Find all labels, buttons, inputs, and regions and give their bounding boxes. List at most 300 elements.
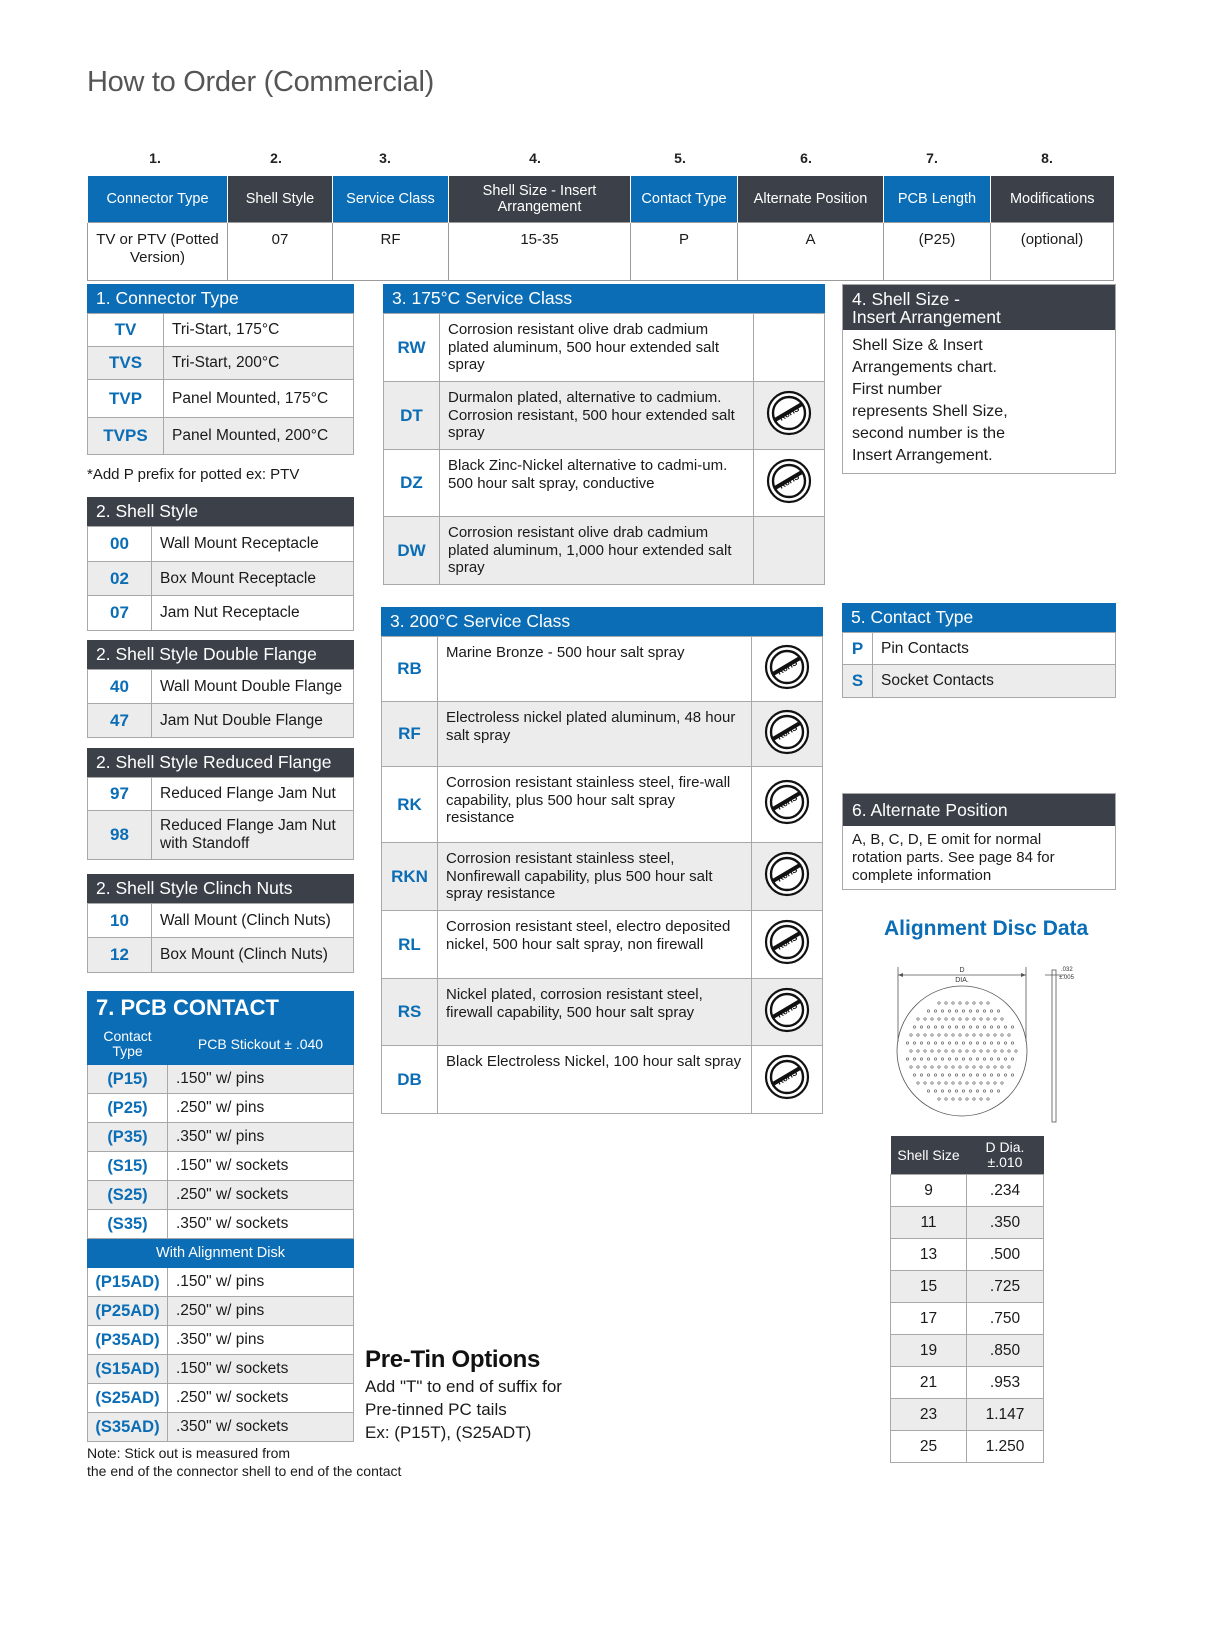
disc-hole (990, 1074, 992, 1076)
rohs-icon (764, 709, 810, 755)
alt-position-line: complete information (852, 867, 992, 884)
service-class-row (382, 843, 823, 911)
shell-size-line: Insert Arrangement. (852, 447, 993, 464)
disc-diameter: .234 (967, 1175, 1044, 1207)
rohs-label: RoHS (775, 1000, 799, 1020)
service-class-row (382, 911, 823, 979)
disc-hole (966, 1098, 968, 1100)
disc-hole (1008, 1034, 1010, 1036)
disc-hole (910, 1034, 912, 1036)
connector-code: TV (88, 314, 164, 347)
disc-hole (941, 1090, 943, 1092)
order-value: TV or PTV (Potted Version) (88, 223, 228, 281)
connector-desc: Panel Mounted, 175°C (164, 380, 354, 418)
disc-hole (1001, 1034, 1003, 1036)
dim-label-tolerance: ±.005 (1059, 975, 1074, 981)
shell-style-title: 2. Shell Style (87, 497, 354, 526)
disc-hole (913, 1074, 915, 1076)
how-to-order-table (87, 176, 1114, 281)
disc-hole (945, 1050, 947, 1052)
disc-hole (924, 1082, 926, 1084)
service-code: RS (382, 979, 438, 1046)
disc-hole (959, 1050, 961, 1052)
pcb-desc: .350" w/ pins (168, 1326, 354, 1355)
disc-diameter: .750 (967, 1303, 1044, 1335)
step-number: 1. (149, 150, 161, 166)
disc-hole (973, 1018, 975, 1020)
disc-hole (990, 1010, 992, 1012)
disc-hole (931, 1034, 933, 1036)
disc-shell-size: 25 (891, 1431, 967, 1463)
pcb-code: (P35AD) (88, 1326, 168, 1355)
service-class-row (382, 1046, 823, 1114)
disc-hole (994, 1066, 996, 1068)
rohs-cell (752, 979, 823, 1046)
shell-style-reduced-title: 2. Shell Style Reduced Flange (87, 748, 354, 777)
disc-hole (917, 1082, 919, 1084)
rohs-label: RoHS (775, 722, 799, 742)
rohs-label: RoHS (775, 793, 799, 813)
disc-hole (973, 1066, 975, 1068)
service-desc: Black Zinc-Nickel alternative to cadmi-um. 500 hour salt spray, conductive (440, 450, 754, 517)
dim-label-d: D (959, 967, 965, 974)
disc-hole (917, 1050, 919, 1052)
disc-col-header: D Dia. ±.010 (967, 1136, 1044, 1175)
disc-hole (913, 1058, 915, 1060)
pcb-code: (P25AD) (88, 1297, 168, 1326)
pcb-note (87, 1444, 401, 1480)
disc-hole (1008, 1066, 1010, 1068)
shell-size-text (843, 330, 1115, 473)
disc-hole (924, 1034, 926, 1036)
alt-position-box (842, 793, 1116, 890)
disc-hole (966, 1002, 968, 1004)
disc-hole (934, 1042, 936, 1044)
pcb-col-header: Contact Type (88, 1024, 168, 1065)
disc-hole (994, 1050, 996, 1052)
disc-hole (969, 1074, 971, 1076)
pretin-title: Pre-Tin Options (365, 1346, 541, 1373)
service-desc: Corrosion resistant olive drab cadmium plated aluminum, 1,000 hour extended salt spray (440, 517, 754, 585)
disc-hole (1001, 1018, 1003, 1020)
rohs-label: RoHS (777, 404, 801, 424)
rohs-icon (764, 644, 810, 690)
rohs-label: RoHS (775, 657, 799, 677)
disc-hole (976, 1042, 978, 1044)
disc-hole (927, 1010, 929, 1012)
disc-hole (917, 1034, 919, 1036)
order-value: 07 (228, 223, 333, 281)
disc-hole (934, 1074, 936, 1076)
disc-hole (934, 1058, 936, 1060)
disc-hole (983, 1042, 985, 1044)
pcb-code: (S35) (88, 1210, 168, 1239)
disc-hole (931, 1050, 933, 1052)
disc-diameter: .850 (967, 1335, 1044, 1367)
disc-hole (997, 1042, 999, 1044)
disc-hole (955, 1026, 957, 1028)
disc-hole (966, 1066, 968, 1068)
disc-hole (976, 1010, 978, 1012)
service-desc: Electroless nickel plated aluminum, 48 hour salt spray (438, 702, 752, 767)
pcb-desc: .350" w/ sockets (168, 1413, 354, 1442)
pcb-desc: .250" w/ sockets (168, 1384, 354, 1413)
order-header: Shell Size - Insert Arrangement (449, 176, 631, 223)
disc-hole (906, 1058, 908, 1060)
disc-hole (941, 1074, 943, 1076)
rohs-cell (752, 637, 823, 702)
disc-edge-view (1052, 970, 1056, 1122)
disc-hole (990, 1090, 992, 1092)
disc-hole (973, 1082, 975, 1084)
connector-type-title: 1. Connector Type (87, 284, 354, 313)
disc-shell-size: 19 (891, 1335, 967, 1367)
disc-diameter: .500 (967, 1239, 1044, 1271)
disc-hole (1004, 1074, 1006, 1076)
disc-hole (966, 1082, 968, 1084)
service-code: DZ (384, 450, 440, 517)
pretin-line: Add "T" to end of suffix for (365, 1377, 562, 1396)
disc-hole (927, 1058, 929, 1060)
disc-hole (931, 1018, 933, 1020)
step-number: 3. (379, 150, 391, 166)
rohs-label: RoHS (775, 933, 799, 953)
disc-hole (1008, 1050, 1010, 1052)
disc-hole (1011, 1042, 1013, 1044)
rohs-icon (764, 851, 810, 897)
shell-style-code: 10 (88, 904, 152, 938)
pretin-line: Ex: (P15T), (S25ADT) (365, 1423, 532, 1442)
shell-size-title-line: 4. Shell Size - (852, 289, 960, 309)
service-desc: Corrosion resistant steel, electro deposited nickel, 500 hour salt spray, non firewall (438, 911, 752, 979)
disc-hole (931, 1082, 933, 1084)
disc-hole (959, 1034, 961, 1036)
order-value: (optional) (991, 223, 1114, 281)
service-desc: Durmalon plated, alternative to cadmium. Corrosion resistant, 500 hour extended salt spray (440, 382, 754, 450)
dim-arrow (898, 973, 903, 977)
potted-note: *Add P prefix for potted ex: PTV (87, 466, 300, 483)
order-value: RF (333, 223, 449, 281)
disc-hole (997, 1010, 999, 1012)
disc-hole (920, 1074, 922, 1076)
service-code: RK (382, 767, 438, 843)
disc-hole (955, 1058, 957, 1060)
disc-hole (938, 1018, 940, 1020)
pcb-desc: .250" w/ sockets (168, 1181, 354, 1210)
disc-hole (920, 1058, 922, 1060)
alt-position-text (843, 826, 1115, 889)
disc-diameter: .725 (967, 1271, 1044, 1303)
disc-hole (952, 1082, 954, 1084)
service-class-row (382, 702, 823, 767)
disc-hole (924, 1050, 926, 1052)
disc-hole (962, 1074, 964, 1076)
disc-hole (962, 1026, 964, 1028)
shell-style-clinch-title: 2. Shell Style Clinch Nuts (87, 874, 354, 903)
order-header: Modifications (991, 176, 1114, 223)
dim-label-thickness: .032 (1061, 967, 1073, 973)
disc-hole (980, 1082, 982, 1084)
disc-hole (1011, 1026, 1013, 1028)
disc-hole (952, 1034, 954, 1036)
contact-type-title: 5. Contact Type (842, 603, 1116, 632)
disc-hole (962, 1042, 964, 1044)
disc-hole (1011, 1074, 1013, 1076)
shell-style-code: 47 (88, 704, 152, 738)
disc-hole (994, 1018, 996, 1020)
service-class-row (384, 517, 825, 585)
service-code: RF (382, 702, 438, 767)
alt-position-line: A, B, C, D, E omit for normal (852, 831, 1042, 848)
rohs-icon (764, 919, 810, 965)
service-class-row (382, 979, 823, 1046)
disc-hole (990, 1042, 992, 1044)
disc-hole (959, 1018, 961, 1020)
shell-style-code: 40 (88, 670, 152, 704)
disc-hole (948, 1058, 950, 1060)
shell-style-desc: Box Mount (Clinch Nuts) (152, 938, 354, 973)
disc-hole (997, 1074, 999, 1076)
connector-code: TVP (88, 380, 164, 418)
disc-hole (955, 1010, 957, 1012)
pcb-note-line: the end of the connector shell to end of the contact (87, 1463, 402, 1479)
disc-hole (913, 1042, 915, 1044)
rohs-icon (764, 1054, 810, 1100)
disc-hole (976, 1074, 978, 1076)
disc-hole (973, 1098, 975, 1100)
disc-row (891, 1271, 1044, 1303)
disc-hole (927, 1074, 929, 1076)
disc-hole (987, 1002, 989, 1004)
shell-style-desc: Box Mount Receptacle (152, 562, 354, 596)
disc-hole (969, 1042, 971, 1044)
disc-row (891, 1399, 1044, 1431)
disc-shell-size: 23 (891, 1399, 967, 1431)
disc-diameter: 1.250 (967, 1431, 1044, 1463)
service-desc: Corrosion resistant stainless steel, Nonfirewall capability, plus 500 hour salt spray resistance (438, 843, 752, 911)
disc-hole (969, 1010, 971, 1012)
disc-hole (983, 1058, 985, 1060)
shell-style-code: 98 (88, 811, 152, 860)
disc-hole (973, 1034, 975, 1036)
pcb-desc: .150" w/ pins (168, 1268, 354, 1297)
pcb-contact-title: 7. PCB CONTACT (87, 991, 354, 1023)
disc-hole (945, 1098, 947, 1100)
rohs-cell (754, 517, 825, 585)
disc-hole (990, 1026, 992, 1028)
shell-size-title-line: Insert Arrangement (852, 307, 1001, 327)
disc-hole (980, 1018, 982, 1020)
connector-code: TVS (88, 347, 164, 380)
pcb-code: (S15AD) (88, 1355, 168, 1384)
service-desc: Black Electroless Nickel, 100 hour salt spray (438, 1046, 752, 1114)
disc-shell-size: 13 (891, 1239, 967, 1271)
shell-size-line: First number (852, 381, 942, 398)
pcb-desc: .150" w/ sockets (168, 1152, 354, 1181)
service-code: DT (384, 382, 440, 450)
shell-style-code: 12 (88, 938, 152, 973)
disc-hole (938, 1002, 940, 1004)
disc-hole (941, 1010, 943, 1012)
disc-shell-size: 15 (891, 1271, 967, 1303)
service-class-row (384, 314, 825, 382)
service-200-box (381, 607, 823, 1114)
pretin-line: Pre-tinned PC tails (365, 1400, 507, 1419)
service-desc: Corrosion resistant olive drab cadmium plated aluminum, 500 hour extended salt spray (440, 314, 754, 382)
disc-hole (980, 1098, 982, 1100)
disc-hole (924, 1066, 926, 1068)
service-class-row (384, 382, 825, 450)
disc-hole (966, 1034, 968, 1036)
disc-hole (994, 1034, 996, 1036)
pcb-code: (P15AD) (88, 1268, 168, 1297)
shell-style-desc: Wall Mount Double Flange (152, 670, 354, 704)
shell-style-desc: Jam Nut Receptacle (152, 596, 354, 631)
disc-hole (920, 1042, 922, 1044)
disc-diameter: .953 (967, 1367, 1044, 1399)
disc-hole (1004, 1058, 1006, 1060)
disc-row (891, 1431, 1044, 1463)
disc-hole (980, 1050, 982, 1052)
service-175-title: 3. 175°C Service Class (383, 284, 825, 313)
disc-hole (917, 1018, 919, 1020)
disc-hole (955, 1074, 957, 1076)
service-class-row (384, 450, 825, 517)
disc-hole (962, 1010, 964, 1012)
pcb-col-header: PCB Stickout ± .040 (168, 1024, 354, 1065)
step-number: 6. (800, 150, 812, 166)
disc-hole (1011, 1058, 1013, 1060)
disc-hole (1015, 1050, 1017, 1052)
pcb-desc: .250" w/ pins (168, 1094, 354, 1123)
disc-hole (997, 1058, 999, 1060)
connector-desc: Panel Mounted, 200°C (164, 418, 354, 455)
pcb-desc: .150" w/ pins (168, 1065, 354, 1094)
rohs-cell (754, 314, 825, 382)
disc-hole (931, 1066, 933, 1068)
alt-position-title: 6. Alternate Position (843, 794, 1115, 826)
shell-style-desc: Wall Mount (Clinch Nuts) (152, 904, 354, 938)
disc-hole (969, 1026, 971, 1028)
disc-hole (997, 1026, 999, 1028)
disc-row (891, 1175, 1044, 1207)
disc-hole (959, 1066, 961, 1068)
disc-hole (976, 1026, 978, 1028)
disc-hole (945, 1018, 947, 1020)
service-200-title: 3. 200°C Service Class (381, 607, 823, 636)
connector-desc: Tri-Start, 175°C (164, 314, 354, 347)
step-number: 7. (926, 150, 938, 166)
disc-hole (1001, 1066, 1003, 1068)
service-desc: Nickel plated, corrosion resistant steel, firewall capability, 500 hour salt spray (438, 979, 752, 1046)
pcb-note-line: Note: Stick out is measured from (87, 1445, 291, 1461)
shell-style-code: 00 (88, 527, 152, 562)
disc-hole (948, 1042, 950, 1044)
disc-hole (945, 1066, 947, 1068)
disc-hole (910, 1066, 912, 1068)
disc-hole (994, 1082, 996, 1084)
disc-hole (983, 1010, 985, 1012)
rohs-cell (754, 450, 825, 517)
service-desc: Marine Bronze - 500 hour salt spray (438, 637, 752, 702)
contact-desc: Socket Contacts (873, 665, 1116, 698)
dim-label-dia: DIA. (955, 977, 969, 984)
disc-hole (980, 1002, 982, 1004)
order-header: Connector Type (88, 176, 228, 223)
rohs-icon (766, 390, 812, 436)
rohs-icon (764, 987, 810, 1033)
service-desc: Corrosion resistant stainless steel, fire-wall capability, plus 500 hour salt spray resistance (438, 767, 752, 843)
rohs-cell (752, 911, 823, 979)
shell-style-code: 02 (88, 562, 152, 596)
service-code: RW (384, 314, 440, 382)
disc-hole (945, 1034, 947, 1036)
shell-size-line: represents Shell Size, (852, 403, 1008, 420)
disc-hole (934, 1026, 936, 1028)
disc-hole (924, 1018, 926, 1020)
rohs-label: RoHS (775, 1068, 799, 1088)
order-header: Contact Type (631, 176, 738, 223)
disc-hole (948, 1026, 950, 1028)
shell-style-code: 07 (88, 596, 152, 631)
disc-hole (987, 1082, 989, 1084)
pcb-subheader: With Alignment Disk (88, 1239, 354, 1268)
disc-hole (1001, 1050, 1003, 1052)
service-code: RL (382, 911, 438, 979)
shell-style-desc: Reduced Flange Jam Nut with Standoff (152, 811, 354, 860)
disc-hole (966, 1050, 968, 1052)
disc-hole (962, 1090, 964, 1092)
shell-style-double-title: 2. Shell Style Double Flange (87, 640, 354, 669)
rohs-cell (752, 702, 823, 767)
disc-hole (948, 1010, 950, 1012)
disc-hole (927, 1042, 929, 1044)
disc-shell-size: 11 (891, 1207, 967, 1239)
disc-hole (948, 1074, 950, 1076)
contact-code: P (843, 633, 873, 665)
contact-type-box (842, 603, 1116, 698)
disc-hole (990, 1058, 992, 1060)
disc-hole (945, 1002, 947, 1004)
disc-hole (920, 1026, 922, 1028)
shell-style-desc: Jam Nut Double Flange (152, 704, 354, 738)
disc-hole (959, 1002, 961, 1004)
step-number: 8. (1041, 150, 1053, 166)
service-code: RB (382, 637, 438, 702)
disc-hole (987, 1098, 989, 1100)
disc-hole (959, 1098, 961, 1100)
alignment-disc-title: Alignment Disc Data (884, 917, 1089, 940)
disc-hole (955, 1042, 957, 1044)
disc-hole (927, 1026, 929, 1028)
disc-hole (938, 1050, 940, 1052)
rohs-icon (766, 458, 812, 504)
shell-style-desc: Wall Mount Receptacle (152, 527, 354, 562)
disc-hole (973, 1002, 975, 1004)
alt-position-line: rotation parts. See page 84 for (852, 849, 1055, 866)
disc-row (891, 1239, 1044, 1271)
service-code: RKN (382, 843, 438, 911)
disc-hole (980, 1034, 982, 1036)
disc-hole (980, 1066, 982, 1068)
disc-hole (987, 1066, 989, 1068)
order-value: A (738, 223, 884, 281)
contact-desc: Pin Contacts (873, 633, 1116, 665)
disc-hole (952, 1050, 954, 1052)
rohs-icon (764, 779, 810, 825)
pcb-desc: .150" w/ sockets (168, 1355, 354, 1384)
pretin-box (365, 1346, 562, 1444)
